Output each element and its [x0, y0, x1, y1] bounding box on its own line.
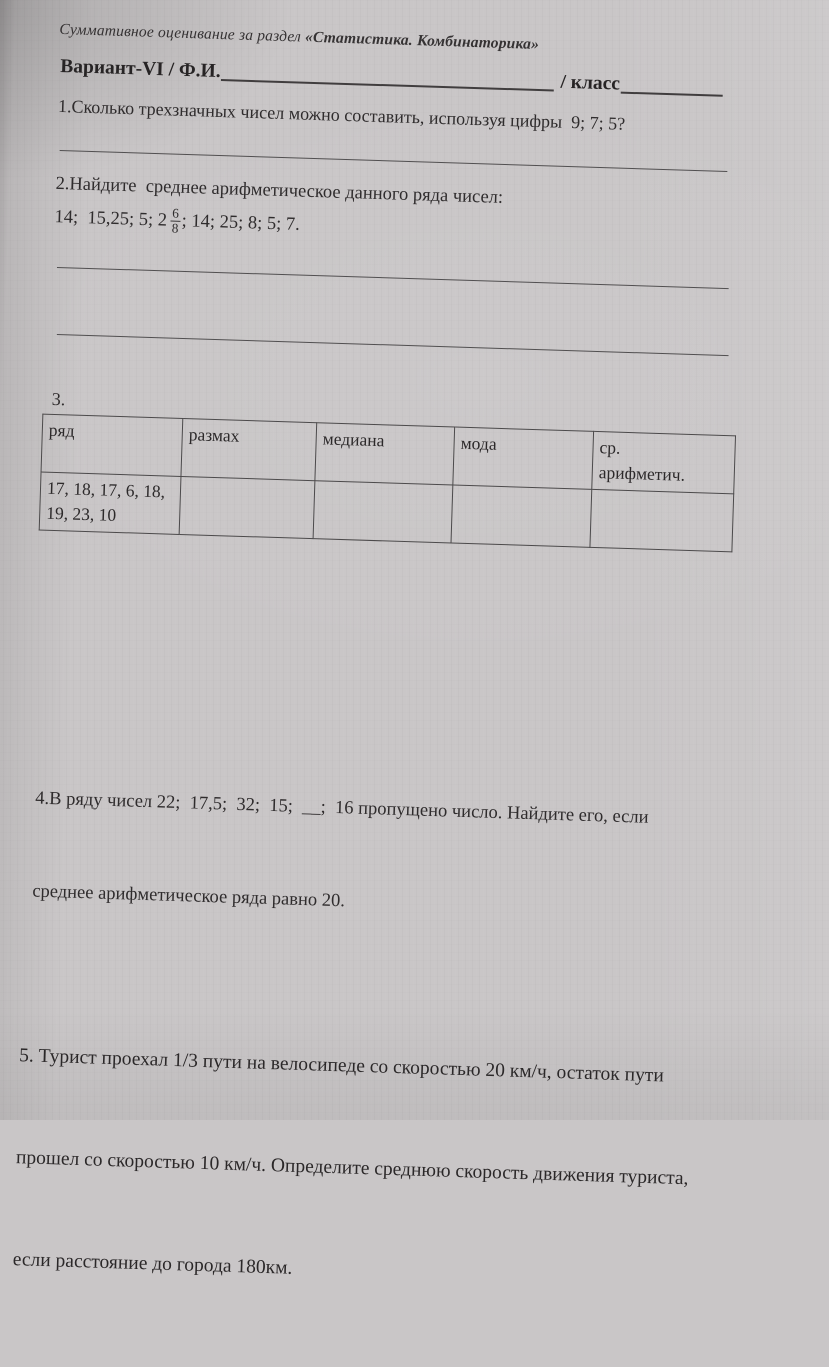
table-cell-series-values: 17, 18, 17, 6, 18, 19, 23, 10 [39, 472, 181, 534]
answer-line-3 [57, 334, 729, 356]
series-end: ; 14; 25; 8; 5; 7. [181, 211, 301, 235]
worksheet-content [12, 12, 762, 1279]
question-3-label: 3. [51, 388, 66, 410]
statistics-table [39, 414, 736, 552]
table-header-series: ряд [41, 414, 183, 476]
document-title-section: «Статистика. Комбинаторика» [304, 28, 540, 53]
question-5-text [10, 971, 694, 1366]
table-header-range: размах [181, 418, 317, 480]
question-5-line-1: 5. Турист проехал 1/3 пути на велосипеде со скоростью 20 км/ч, остаток пути [18, 1045, 665, 1087]
question-4-line-1: 4.В ряду чисел 22; 17,5; 32; 15; __; 16 пропущено число. Найдите его, если [34, 788, 649, 828]
question-5-line-3: если расстояние до города 180км. [12, 1249, 293, 1279]
question-4-line-2: среднее арифметическое ряда равно 20. [32, 881, 346, 912]
name-blank-line [221, 59, 555, 91]
fraction-denominator: 8 [171, 220, 179, 236]
variant-name-row [60, 54, 723, 98]
class-blank-line [621, 72, 724, 97]
table-header-mean: ср. арифметич. [592, 431, 736, 493]
table-cell-median [313, 480, 453, 542]
table-header-median: медиана [315, 423, 455, 485]
series-start: 14; 15,25; 5; 2 [54, 207, 168, 231]
fraction-numerator: 6 [170, 207, 181, 222]
document-title-prefix: Суммативное оценивание за раздел [59, 20, 306, 46]
variant-label: Вариант-VI / Ф.И. [59, 55, 221, 82]
class-label: / класс [560, 71, 621, 95]
table-cell-mean [590, 489, 734, 551]
table-header-mode: мода [453, 427, 594, 489]
question-2-number-series [54, 203, 300, 240]
table-cell-range [179, 476, 315, 538]
answer-line-1 [60, 150, 728, 172]
table-cell-mode [451, 485, 592, 547]
document-title [59, 21, 539, 54]
question-1-text: 1.Сколько трехзначных чисел можно составить, используя цифры 9; 7; 5? [57, 95, 626, 134]
answer-line-2 [57, 267, 729, 289]
question-2-text: 2.Найдите среднее арифметическое данного ряда чисел: [55, 173, 504, 208]
question-4-text [30, 722, 651, 989]
question-5-line-2: прошел со скоростью 10 км/ч. Определите среднюю скорость движения туриста, [15, 1147, 689, 1190]
mixed-number-fraction [170, 207, 182, 236]
